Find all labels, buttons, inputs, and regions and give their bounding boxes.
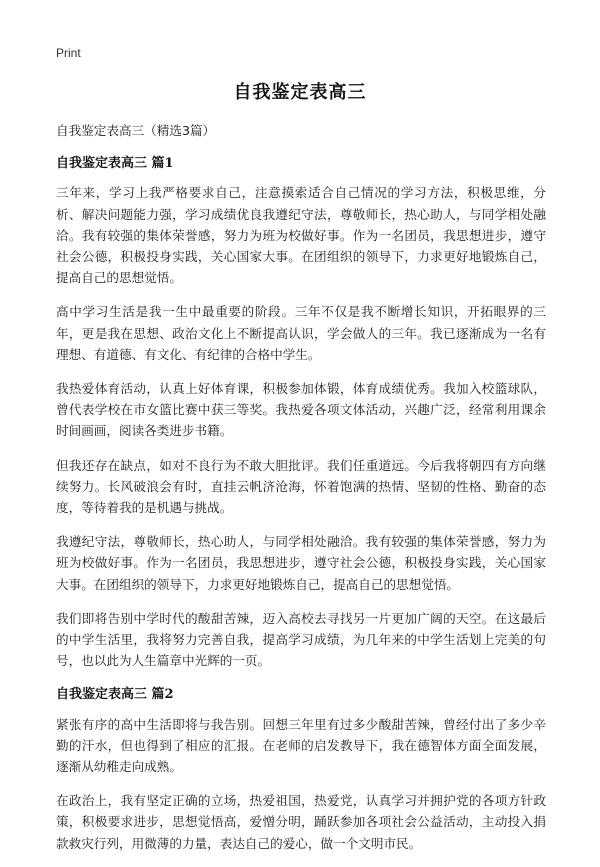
page-title: 自我鉴定表高三 (233, 82, 367, 103)
paragraph: 我热爱体育活动，认真上好体育课，积极参加体锻，体育成绩优秀。我加入校篮球队，曾代表学校在市女篮比赛中获三等奖。我热爱各项文体活动，兴趣广泛，经常利用课余时间画画，阅读各类进步书籍。 (56, 381, 546, 439)
section-2 (56, 684, 546, 853)
section-1 (56, 153, 546, 671)
paragraph: 紧张有序的高中生活即将与我告别。回想三年里有过多少酸甜苦辣，曾经付出了多少辛勤的汗水，但也得到了相应的汇报。在老师的启发教导下，我在德智体方面全面发展，逐渐从幼稚走向成熟。 (56, 716, 546, 775)
paragraph: 但我还存在缺点，如对不良行为不敢大胆批评。我们任重道远。今后我将朝四有方向继续努力。长风破浪会有时，直挂云帆济沧海，怀着饱满的热情、坚韧的性格、勤奋的态度，等待着我的是机遇与挑战。 (56, 457, 546, 516)
section-heading: 自我鉴定表高三 篇2 (56, 687, 174, 703)
paragraph: 在政治上，我有坚定正确的立场，热爱祖国，热爱党，认真学习并拥护党的各项方针政策，积极要求进步，思想觉悟高，爱憎分明，踊跃参加各项社会公益活动，主动投入捐款救灾行列，用微薄的力量，表达自己的爱心，做一个文明市民。 (56, 793, 546, 851)
paragraph: 三年来，学习上我严格要求自己，注意摸索适合自己情况的学习方法，积极思维，分析、解决问题能力强，学习成绩优良我遵纪守法，尊敬师长，热心助人，与同学相处融洽。我有较强的集体荣誉感，努力为班为校做好事。作为一名团员，我思想进步，遵守社会公德，积极投身实践，关心国家大事。在团组织的领导下，力求更好地锻炼自己，提高自己的思想觉悟。 (56, 185, 546, 286)
document-subtitle: 自我鉴定表高三（精选3篇） (56, 123, 216, 138)
paragraph: 我遵纪守法，尊敬师长，热心助人，与同学相处融洽。我有较强的集体荣誉感，努力为班为校做好事。作为一名团员，我思想进步，遵守社会公德，积极投身实践，关心国家大事。在团组织的领导下，力求更好地锻炼自己，提高自己的思想觉悟。 (56, 534, 546, 592)
section-heading: 自我鉴定表高三 篇1 (56, 156, 174, 172)
print-link[interactable]: Print (56, 46, 81, 60)
paragraph: 我们即将告别中学时代的酸甜苦辣，迈入高校去寻找另一片更加广阔的天空。在这最后的中学生活里，我将努力完善自我，提高学习成绩，为几年来的中学生活划上完美的句号，也以此为人生篇章中光辉的一页。 (56, 610, 546, 669)
paragraph: 高中学习生活是我一生中最重要的阶段。三年不仅是我不断增长知识，开拓眼界的三年，更是我在思想、政治文化上不断提高认识，学会做人的三年。我已逐渐成为一名有理想、有道德、有文化、有纪律的合格中学生。 (56, 304, 546, 362)
document-body (56, 120, 546, 867)
